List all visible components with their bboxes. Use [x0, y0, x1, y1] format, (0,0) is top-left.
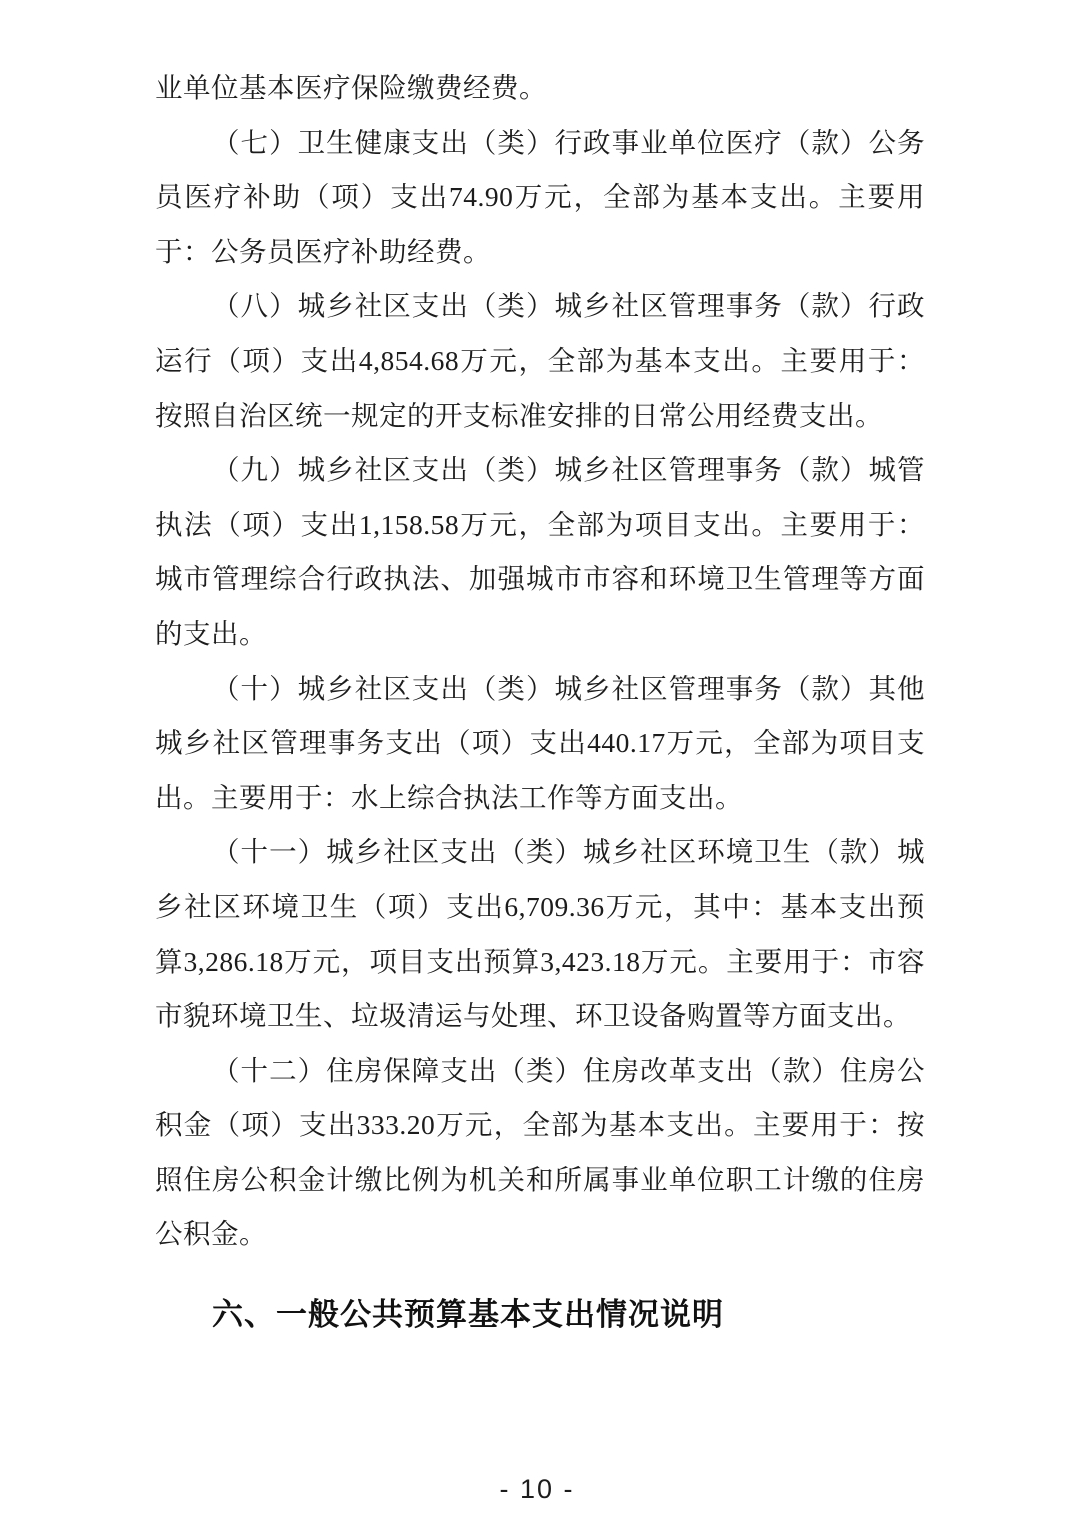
section-heading: 六、一般公共预算基本支出情况说明: [212, 1297, 724, 1333]
document-body: [155, 61, 925, 1343]
paragraph: （七）卫生健康支出（类）行政事业单位医疗（款）公务员医疗补助（项）支出74.90万元，全部为基本支出。主要用于：公务员医疗补助经费。: [155, 126, 925, 267]
page-number: - 10 -: [499, 1474, 575, 1504]
paragraph: （十二）住房保障支出（类）住房改革支出（款）住房公积金（项）支出333.20万元，全部为基本支出。主要用于：按照住房公积金计缴比例为机关和所属事业单位职工计缴的住房公积金。: [155, 1054, 925, 1250]
paragraph: （十）城乡社区支出（类）城乡社区管理事务（款）其他城乡社区管理事务支出（项）支出440.17万元，全部为项目支出。主要用于：水上综合执法工作等方面支出。: [155, 672, 925, 813]
paragraph: 业单位基本医疗保险缴费经费。: [155, 72, 547, 103]
paragraph: （十一）城乡社区支出（类）城乡社区环境卫生（款）城乡社区环境卫生（项）支出6,709.36万元，其中：基本支出预算3,286.18万元，项目支出预算3,423.18万元。主要用于：市容市貌环境卫生、垃圾清运与处理、环卫设备购置等方面支出。: [155, 836, 925, 1032]
paragraph: （九）城乡社区支出（类）城乡社区管理事务（款）城管执法（项）支出1,158.58万元，全部为项目支出。主要用于：城市管理综合行政执法、加强城市市容和环境卫生管理等方面的支出。: [155, 454, 925, 649]
paragraph: （八）城乡社区支出（类）城乡社区管理事务（款）行政运行（项）支出4,854.68万元，全部为基本支出。主要用于：按照自治区统一规定的开支标准安排的日常公用经费支出。: [155, 290, 925, 431]
